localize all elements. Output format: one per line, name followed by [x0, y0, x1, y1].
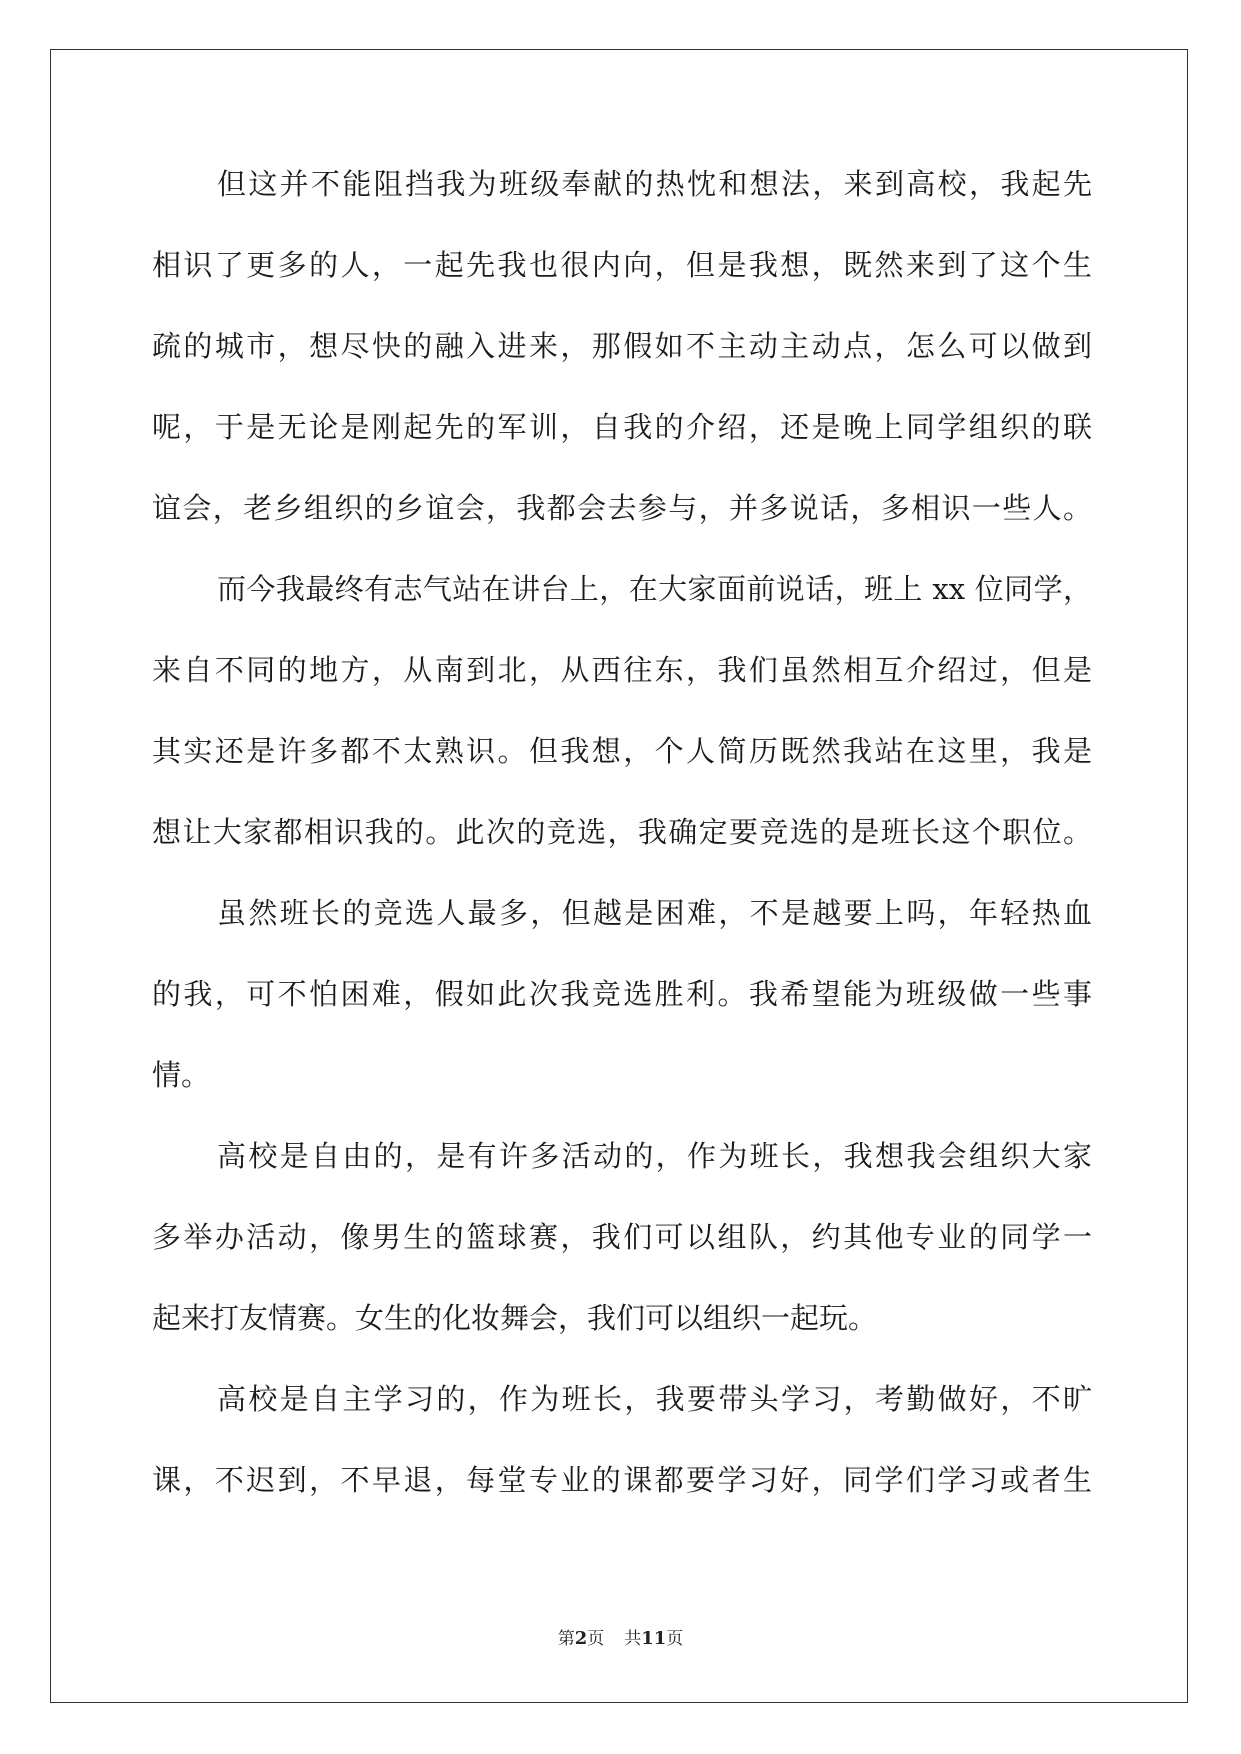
text-line: 多举办活动，像男生的篮球赛，我们可以组队，约其他专业的同学一: [152, 1220, 1092, 1254]
text-line: 谊会，老乡组织的乡谊会，我都会去参与，并多说话，多相识一些人。: [152, 491, 1092, 525]
text-line: 课，不迟到，不早退，每堂专业的课都要学习好，同学们学习或者生: [152, 1463, 1092, 1497]
footer-total-suffix: 页: [666, 1629, 684, 1649]
text-line: 但这并不能阻挡我为班级奉献的热忱和想法，来到高校，我起先: [217, 167, 1092, 201]
text-line: 高校是自主学习的，作为班长，我要带头学习，考勤做好，不旷: [217, 1382, 1092, 1416]
footer-total-prefix: 共: [624, 1629, 642, 1649]
text-line: 来自不同的地方，从南到北，从西往东，我们虽然相互介绍过，但是: [152, 653, 1092, 687]
text-line: 起来打友情赛。女生的化妆舞会，我们可以组织一起玩。: [152, 1301, 878, 1335]
text-line: 的我，可不怕困难，假如此次我竞选胜利。我希望能为班级做一些事: [152, 977, 1092, 1011]
text-line: 其实还是许多都不太熟识。但我想，个人简历既然我站在这里，我是: [152, 734, 1092, 768]
text-line: 呢，于是无论是刚起先的军训，自我的介绍，还是晚上同学组织的联: [152, 410, 1092, 444]
text-line: 疏的城市，想尽快的融入进来，那假如不主动主动点，怎么可以做到: [152, 329, 1092, 363]
text-line: 而今我最终有志气站在讲台上，在大家面前说话，班上 xx 位同学，: [217, 572, 1092, 606]
text-line: 高校是自由的，是有许多活动的，作为班长，我想我会组织大家: [217, 1139, 1092, 1173]
footer-page-suffix: 页: [587, 1629, 605, 1649]
footer-prefix: 第: [557, 1629, 575, 1649]
text-line: 想让大家都相识我的。此次的竞选，我确定要竞选的是班长这个职位。: [152, 815, 1092, 849]
current-page-number: 2: [574, 1628, 588, 1649]
text-line: 相识了更多的人，一起先我也很内向，但是我想，既然来到了这个生: [152, 248, 1092, 282]
page-footer: [0, 1629, 1241, 1649]
text-line: 虽然班长的竞选人最多，但越是困难，不是越要上吗，年轻热血: [217, 896, 1092, 930]
text-line: 情。: [152, 1058, 211, 1092]
total-page-count: 11: [641, 1628, 667, 1649]
document-body: [152, 164, 1092, 1541]
